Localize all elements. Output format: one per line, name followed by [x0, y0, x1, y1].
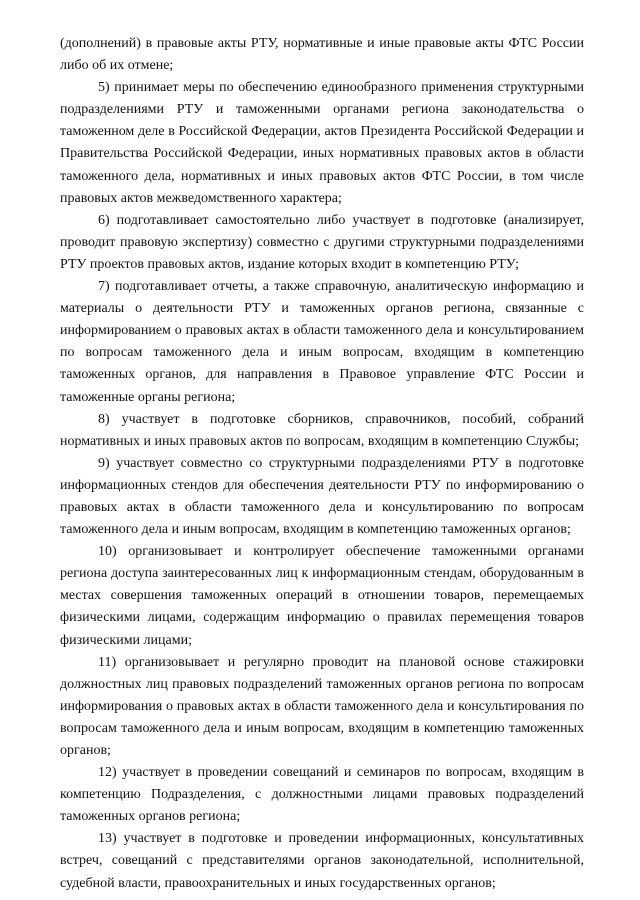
- paragraph-item-8: 8) участвует в подготовке сборников, справочников, пособий, собраний нормативных и иных правовых актов по вопросам, входящим в компетенцию Службы;: [60, 411, 584, 449]
- paragraph-item-5: 5) принимает меры по обеспечению единообразного применения структурными подразделениями РТУ и таможенными органами региона законодательства о таможенном деле в Российской Федерации, актов Президента Российской Федерации и Правительства Российской Федерации, иных нормативных правовых актов в области таможенного дела, нормативных и иных правовых актов ФТС России, в том числе правовых актов межведомственного характера;: [60, 80, 584, 206]
- paragraph-item-12: 12) участвует в проведении совещаний и семинаров по вопросам, входящим в компетенцию Подразделения, с должностными лицами правовых подразделений таможенных органов региона;: [60, 765, 584, 825]
- paragraph-item-9: 9) участвует совместно со структурными подразделениями РТУ в подготовке информационных стендов для обеспечения деятельности РТУ по информированию о правовых актах в области таможенного дела и консультированию по вопросам таможенного дела и иным вопросам, входящим в компетенцию таможенных органов;: [60, 455, 584, 538]
- paragraph-item-13: 13) участвует в подготовке и проведении информационных, консультативных встреч, совещаний с представителями органов законодательной, исполнительной, судебной власти, правоохранительных и иных государственных органов;: [60, 831, 584, 891]
- paragraph-item-10: 10) организовывает и контролирует обеспечение таможенными органами региона доступа заинтересованных лиц к информационным стендам, оборудованным в местах совершения таможенных операций в отношении товаров, перемещаемых физическими лицами, содержащим информацию о правилах перемещения товаров физическими лицами;: [60, 544, 584, 648]
- document-page: [60, 33, 584, 895]
- paragraph-item-6: 6) подготавливает самостоятельно либо участвует в подготовке (анализирует, проводит правовую экспертизу) совместно с другими структурными подразделениями РТУ проектов правовых актов, издание которых входит в компетенцию РТУ;: [60, 212, 584, 272]
- paragraph-continuation: (дополнений) в правовые акты РТУ, нормативные и иные правовые акты ФТС России либо об их отмене;: [60, 36, 584, 74]
- paragraph-item-11: 11) организовывает и регулярно проводит на плановой основе стажировки должностных лиц правовых подразделений таможенных органов региона по вопросам информирования о правовых актах в области таможенного дела и консультирования по вопросам таможенного дела и иным вопросам, входящим в компетенцию таможенных органов;: [60, 654, 584, 758]
- paragraph-item-7: 7) подготавливает отчеты, а также справочную, аналитическую информацию и материалы о деятельности РТУ и таможенных органов региона, связанные с информированием о правовых актах в области таможенного дела и консультированием по вопросам таможенного дела и иным вопросам, входящим в компетенцию таможенных органов, для направления в Правовое управление ФТС России и таможенные органы региона;: [60, 279, 584, 405]
